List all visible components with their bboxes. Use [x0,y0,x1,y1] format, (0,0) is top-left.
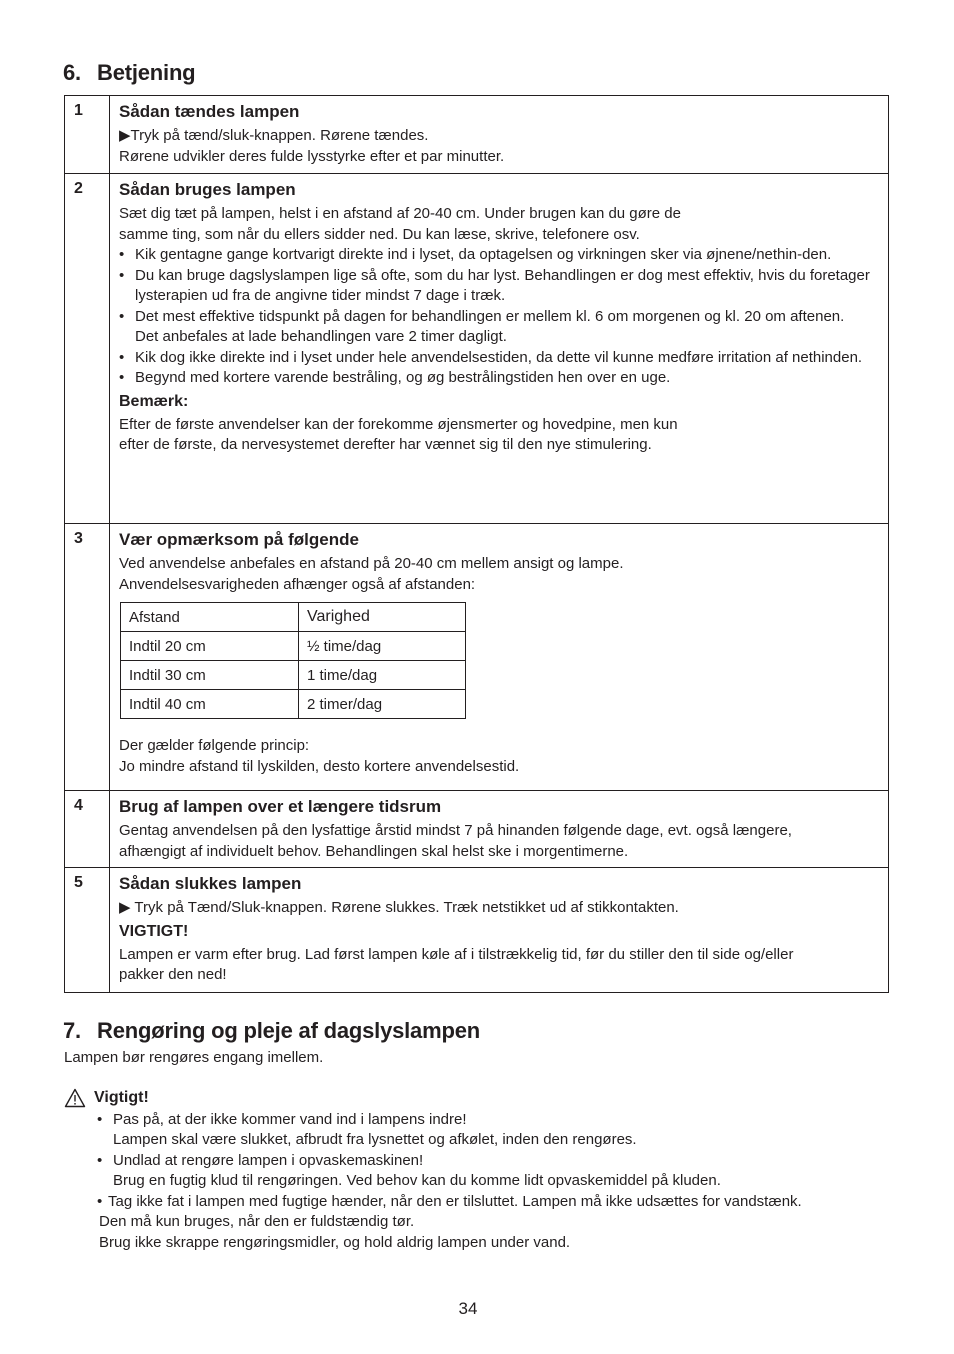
row-title: Brug af lampen over et længere tidsrum [119,797,442,816]
list-item-text: Det mest effektive tidspunkt på dagen for behandlingen er mellem kl. 6 om morgenen og kl. 20 om aftenen. [135,307,845,325]
warning-list [97,1110,894,1254]
list-item-extra: Det anbefales at lade behandlingen vare 2 timer dagligt. [135,328,507,345]
table-row [65,791,889,868]
list-item [97,1110,894,1151]
list-item: • Du kan bruge dagslyslampen lige så ofte, som du har lyst. Behandlingen er dog mest effektiv, hvis du foretager lysterapien ud fra de angivne tider mindst 7 dage i træk. [119,266,878,307]
list-item: • Kik dog ikke direkte ind i lyset under hele anvendelsestiden, da dette vil kunne medføre irritation af nethinden. [119,348,878,369]
row-content [110,174,889,524]
note-text: Efter de første anvendelser kan der forekomme øjensmerter og hovedpine, men kun [119,415,678,433]
row-number: 5 [65,868,110,993]
note-label: Bemærk: [119,392,189,410]
table-header-row [121,603,466,632]
section-7-heading [63,1018,480,1044]
header-distance: Afstand [121,603,299,632]
cell-duration: 1 time/dag [299,661,466,690]
list-item-text: Undlad at rengøre lampen i opvaskemaskinen! [113,1151,424,1169]
cell-duration: 2 timer/dag [299,690,466,719]
list-item-text: Tag ikke fat i lampen med fugtige hænder, når den er tilsluttet. Lampen må ikke udsættes for vandstænk. [108,1192,802,1210]
row-text: Gentag anvendelsen på den lysfattige årstid mindst 7 på hinanden følgende dage, evt. også længere, [119,822,792,839]
row-text: Ved anvendelse anbefales en afstand på 20-40 cm mellem ansigt og lampe. [119,555,624,572]
list-item: • Kik gentagne gange kortvarigt direkte ind i lyset, da optagelsen og virkningen sker via øjnene/nethin-den. [119,245,878,266]
warning-triangle-icon [64,1088,86,1108]
note-text: efter de første, da nervesystemet derefter har vænnet sig til den nye stimulering. [119,436,652,453]
list-item: • Begynd med kortere varende bestråling, og øg bestrålingstiden hen over en uge. [119,368,878,389]
operation-table [64,95,889,993]
distance-duration-table [120,602,466,719]
row-text: afhængigt af individuelt behov. Behandlingen skal helst ske i morgentimerne. [119,842,629,860]
bullet-list [119,245,878,389]
cell-distance: Indtil 30 cm [121,661,299,690]
header-duration: Varighed [299,603,466,632]
table-row [121,661,466,690]
row-text: Anvendelsesvarigheden afhænger også af afstanden: [119,575,476,593]
warning-label: Vigtigt! [94,1088,149,1106]
row-title: Sådan tændes lampen [119,102,300,121]
important-label: VIGTIGT! [119,922,189,940]
list-item-sub: Brug en fugtig klud til rengøringen. Ved behov kan du komme lidt opvaskemiddel på kluden. [113,1172,721,1189]
list-item-text: Pas på, at der ikke kommer vand ind i lampens indre! [113,1110,467,1128]
row-number: 1 [65,96,110,174]
important-text: Lampen er varm efter brug. Lad først lampen køle af i tilstrækkelig tid, før du stiller den til side og/eller [119,945,794,963]
table-row [65,96,889,174]
section-7-number: 7. [63,1018,81,1043]
section-6-heading [63,60,195,86]
table-row [65,524,889,791]
cell-distance: Indtil 40 cm [121,690,299,719]
list-item-sub: Brug ikke skrappe rengøringsmidler, og hold aldrig lampen under vand. [99,1233,571,1251]
warning-heading [64,1088,894,1108]
table-row [121,632,466,661]
page-number: 34 [458,1299,478,1318]
row-content [110,868,889,993]
list-item [97,1151,894,1192]
list-item-sub: Den må kun bruges, når den er fuldstændig tør. [99,1213,415,1230]
section-6-title: Betjening [97,60,196,85]
section-7-intro: Lampen bør rengøres engang imellem. [64,1049,324,1066]
row-text: samme ting, som når du ellers sidder ned. Du kan læse, skrive, telefonere osv. [119,225,640,243]
table-row [65,868,889,993]
row-text: Rørene udvikler deres fulde lysstyrke efter et par minutter. [119,147,505,165]
row-content [110,791,889,868]
row-title: Vær opmærksom på følgende [119,530,359,549]
row-text: Der gælder følgende princip: [119,737,310,754]
row-title: Sådan bruges lampen [119,180,296,199]
list-item [119,307,878,348]
row-text: ▶Tryk på tænd/sluk-knappen. Rørene tændes. [119,127,429,144]
section-7-body [64,1048,894,1253]
row-number: 4 [65,791,110,868]
row-content [110,96,889,174]
table-row [121,690,466,719]
section-6-number: 6. [63,60,81,85]
cell-distance: Indtil 20 cm [121,632,299,661]
row-content [110,524,889,791]
cell-duration: ½ time/dag [299,632,466,661]
row-text: Sæt dig tæt på lampen, helst i en afstand af 20-40 cm. Under brugen kan du gøre de [119,205,681,222]
important-text: pakker den ned! [119,966,227,983]
row-number: 3 [65,524,110,791]
row-text: ▶ Tryk på Tænd/Sluk-knappen. Rørene slukkes. Træk netstikket ud af stikkontakten. [119,899,679,916]
list-item [97,1192,894,1254]
row-title: Sådan slukkes lampen [119,874,302,893]
list-item-sub: Lampen skal være slukket, afbrudt fra lysnettet og afkølet, inden den rengøres. [113,1131,637,1148]
table-row [65,174,889,524]
section-7-title: Rengøring og pleje af dagslyslampen [97,1018,480,1043]
row-text: Jo mindre afstand til lyskilden, desto kortere anvendelsestid. [119,757,520,775]
row-number: 2 [65,174,110,524]
